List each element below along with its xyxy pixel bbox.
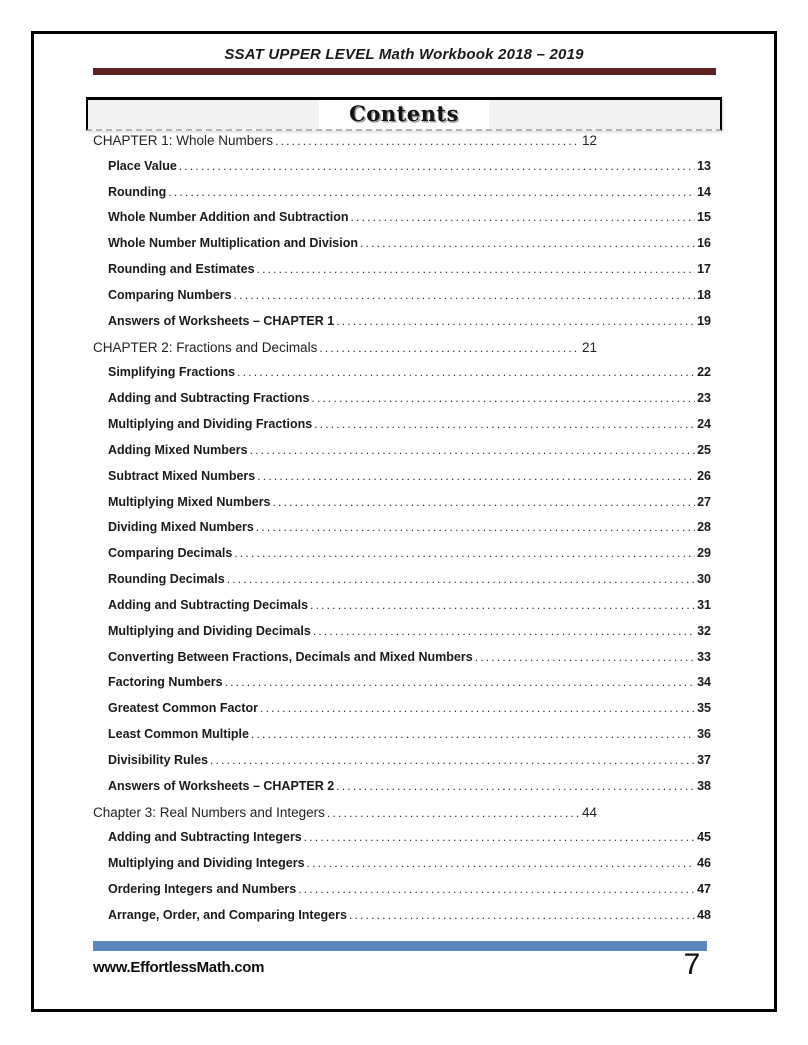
dot-leader [273, 495, 696, 509]
toc-page-number: 19 [697, 313, 711, 328]
dot-leader [250, 443, 696, 457]
toc-page-number: 33 [697, 649, 711, 664]
toc-entry-label: Converting Between Fractions, Decimals and Mixed Numbers [108, 649, 473, 664]
toc-entry[interactable] [93, 650, 711, 676]
toc-entry-label: CHAPTER 1: Whole Numbers [93, 133, 274, 148]
toc-entry-label: Comparing Numbers [108, 287, 232, 302]
toc-entry-label: Multiplying and Dividing Fractions [108, 417, 313, 432]
dot-leader [234, 546, 695, 560]
toc-entry-label: Rounding [108, 184, 167, 199]
toc-page-number: 25 [697, 442, 711, 457]
header-title: SSAT UPPER LEVEL Math Workbook 2018 – 2019 [224, 46, 584, 63]
toc-entry[interactable] [93, 727, 711, 753]
toc-page-number: 28 [697, 520, 711, 535]
toc-entry[interactable] [93, 675, 711, 701]
toc-page-number: 22 [697, 365, 711, 380]
toc-page-number: 15 [697, 210, 711, 225]
toc-entry-label: Least Common Multiple [108, 727, 249, 742]
toc-page-number: 36 [697, 727, 711, 742]
footer-rule [93, 941, 707, 951]
toc-page-number: 26 [697, 468, 711, 483]
toc-entry[interactable] [93, 779, 711, 805]
toc-page-number: 18 [697, 287, 711, 302]
toc-page-number: 35 [697, 701, 711, 716]
dot-leader [327, 806, 580, 820]
footer-website-link[interactable]: www.EffortlessMath.com [93, 959, 265, 976]
toc-entry[interactable] [93, 236, 711, 262]
dot-leader [298, 882, 695, 896]
toc-entry[interactable] [93, 340, 597, 366]
toc-entry-label: Rounding Decimals [108, 572, 225, 587]
dot-leader [275, 134, 580, 148]
toc-page-number: 14 [697, 184, 711, 199]
toc-entry-label: Arrange, Order, and Comparing Integers [108, 907, 347, 922]
toc-entry[interactable] [93, 856, 711, 882]
dot-leader [304, 830, 695, 844]
toc-entry[interactable] [93, 314, 711, 340]
toc-entry[interactable] [93, 262, 711, 288]
toc-entry-label: Divisibility Rules [108, 752, 209, 767]
toc-entry[interactable] [93, 185, 711, 211]
toc-entry[interactable] [93, 365, 711, 391]
contents-box [86, 97, 722, 131]
toc-entry-label: Adding Mixed Numbers [108, 442, 248, 457]
toc-entry-label: Greatest Common Factor [108, 701, 259, 716]
toc-entry-label: Place Value [108, 158, 177, 173]
page-frame [31, 31, 777, 1012]
dot-leader [310, 598, 695, 612]
toc-page-number: 17 [697, 262, 711, 277]
dot-leader [336, 779, 695, 793]
toc-entry[interactable] [93, 598, 711, 624]
toc-entry[interactable] [93, 520, 711, 546]
toc-list [93, 133, 711, 934]
toc-entry[interactable] [93, 701, 711, 727]
toc-entry-label: Adding and Subtracting Fractions [108, 391, 310, 406]
toc-entry[interactable] [93, 210, 711, 236]
toc-entry[interactable] [93, 133, 597, 159]
toc-entry[interactable] [93, 159, 711, 185]
dot-leader [336, 314, 695, 328]
toc-page-number: 12 [581, 133, 597, 148]
toc-entry-label: Simplifying Fractions [108, 365, 236, 380]
dot-leader [210, 753, 695, 767]
toc-entry-label: Answers of Worksheets – CHAPTER 2 [108, 778, 335, 793]
toc-entry[interactable] [93, 805, 597, 831]
toc-entry[interactable] [93, 417, 711, 443]
dot-leader [260, 701, 695, 715]
toc-entry-label: Multiplying Mixed Numbers [108, 494, 271, 509]
toc-page-number: 45 [697, 830, 711, 845]
dot-leader [168, 185, 695, 199]
toc-entry[interactable] [93, 546, 711, 572]
toc-page-number: 34 [697, 675, 711, 690]
toc-entry-label: Subtract Mixed Numbers [108, 468, 256, 483]
toc-entry-label: Adding and Subtracting Decimals [108, 597, 309, 612]
toc-entry-label: Rounding and Estimates [108, 262, 255, 277]
toc-entry[interactable] [93, 624, 711, 650]
dot-leader [237, 365, 695, 379]
toc-entry[interactable] [93, 443, 711, 469]
header-rule [93, 68, 716, 75]
toc-entry-label: Comparing Decimals [108, 546, 233, 561]
contents-title: Contents [319, 100, 489, 129]
dot-leader [251, 727, 695, 741]
dot-leader [227, 572, 695, 586]
toc-page-number: 31 [697, 597, 711, 612]
toc-page-number: 48 [697, 907, 711, 922]
dot-leader [319, 341, 580, 355]
toc-entry-label: Multiplying and Dividing Decimals [108, 623, 311, 638]
toc-page-number: 24 [697, 417, 711, 432]
toc-page-number: 37 [697, 752, 711, 767]
toc-entry[interactable] [93, 469, 711, 495]
dot-leader [307, 856, 696, 870]
toc-page-number: 23 [697, 391, 711, 406]
dot-leader [256, 520, 695, 534]
dot-leader [314, 417, 695, 431]
toc-page-number: 30 [697, 572, 711, 587]
toc-entry[interactable] [93, 753, 711, 779]
toc-entry-label: Chapter 3: Real Numbers and Integers [93, 804, 325, 820]
toc-entry-label: Adding and Subtracting Integers [108, 830, 302, 845]
toc-entry[interactable] [93, 391, 711, 417]
toc-entry-label: Answers of Worksheets – CHAPTER 1 [108, 313, 335, 328]
toc-entry-label: Ordering Integers and Numbers [108, 882, 297, 897]
toc-entry-label: Whole Number Addition and Subtraction [108, 210, 349, 225]
dot-leader [349, 908, 695, 922]
dot-leader [311, 391, 695, 405]
toc-entry[interactable] [93, 288, 711, 314]
dot-leader [257, 262, 696, 276]
footer-page-number: 7 [683, 948, 701, 981]
toc-page-number: 27 [697, 494, 711, 509]
dot-leader [351, 210, 696, 224]
toc-entry-label: Dividing Mixed Numbers [108, 520, 254, 535]
toc-entry[interactable] [93, 830, 711, 856]
toc-entry-label: CHAPTER 2: Fractions and Decimals [93, 339, 318, 355]
dot-leader [179, 159, 695, 173]
toc-entry[interactable] [93, 495, 711, 521]
toc-entry[interactable] [93, 572, 711, 598]
toc-entry-label: Multiplying and Dividing Integers [108, 856, 305, 871]
toc-entry[interactable] [93, 908, 711, 934]
toc-page-number: 38 [697, 778, 711, 793]
toc-page-number: 46 [697, 856, 711, 871]
dot-leader [475, 650, 695, 664]
toc-page-number: 13 [697, 158, 711, 173]
toc-page-number: 32 [697, 623, 711, 638]
toc-entry-label: Factoring Numbers [108, 675, 223, 690]
toc-page-number: 29 [697, 546, 711, 561]
toc-entry-label: Whole Number Multiplication and Division [108, 236, 359, 251]
dot-leader [225, 675, 695, 689]
toc-page-number: 16 [697, 236, 711, 251]
toc-page-number: 44 [581, 804, 597, 820]
dot-leader [313, 624, 695, 638]
toc-page-number: 21 [581, 339, 597, 355]
dot-leader [360, 236, 695, 250]
toc-entry[interactable] [93, 882, 711, 908]
dot-leader [257, 469, 695, 483]
dot-leader [234, 288, 695, 302]
toc-page-number: 47 [697, 882, 711, 897]
